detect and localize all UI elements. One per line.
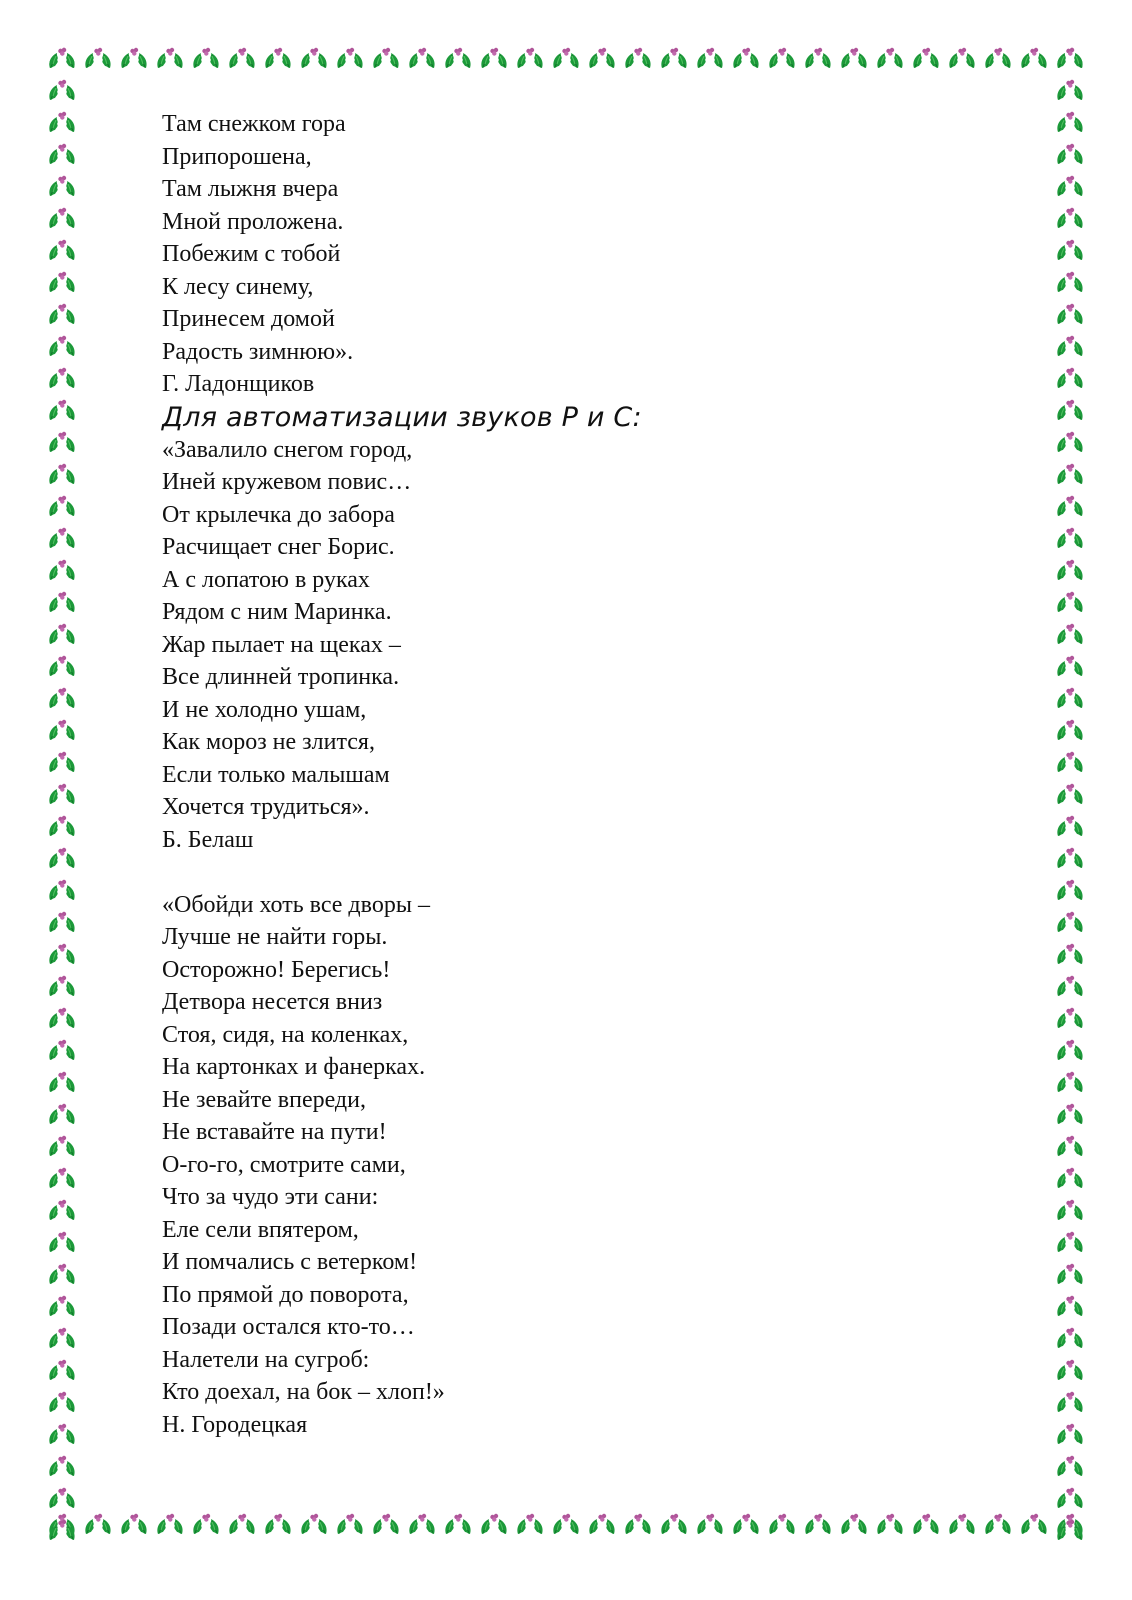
poem-ladonshchikov (162, 108, 1022, 401)
poem-line: Не зевайте впереди, (162, 1086, 366, 1113)
poem-line: Стоя, сидя, на коленках, (162, 1021, 409, 1048)
poem-line: Кто доехал, на бок – хлоп!» (162, 1379, 445, 1405)
poem-line: И помчались с ветерком! (162, 1249, 418, 1275)
poem-line: По прямой до поворота, (162, 1281, 409, 1308)
poem-author: Н. Городецкая (162, 1411, 308, 1438)
holly-border-bottom (44, 1510, 1088, 1546)
poem-line: Побежим с тобой (162, 241, 341, 267)
poem-author: Г. Ладонщиков (162, 371, 315, 397)
poem-line: Припорошена, (162, 143, 312, 170)
poem-line: Что за чудо эти сани: (162, 1184, 379, 1210)
poem-line: Там лыжня вчера (162, 176, 339, 202)
poem-line: Принесем домой (162, 306, 335, 332)
poem-line: От крылечка до забора (162, 501, 395, 528)
holly-icon (44, 1510, 1088, 1546)
poem-line: Не вставайте на пути! (162, 1119, 387, 1145)
holly-border-top (44, 44, 1088, 80)
poem-line: Мной проложена. (162, 208, 344, 235)
holly-icon (1052, 44, 1088, 1546)
poem-line: Рядом с ним Маринка. (162, 599, 392, 625)
poem-line: И не холодно ушам, (162, 696, 367, 723)
poem-belash (162, 434, 1022, 857)
holly-border-right (1052, 44, 1088, 1546)
poem-line: Иней кружевом повис… (162, 469, 412, 495)
poem-line: Позади остался кто-то… (162, 1314, 415, 1340)
holly-icon (44, 44, 1088, 80)
poem-line: На картонках и фанерках. (162, 1054, 426, 1080)
poem-line: А с лопатою в руках (162, 566, 370, 593)
poem-line: Детвора несется вниз (162, 989, 383, 1015)
holly-icon (44, 44, 80, 1546)
poem-line: Лучше не найти горы. (162, 924, 388, 950)
poem-text-block (162, 108, 1022, 1441)
holly-border-left (44, 44, 80, 1546)
blank-line (162, 856, 1022, 889)
poem-line: Жар пылает на щеках – (162, 631, 401, 658)
poem-line: Если только малышам (162, 761, 390, 788)
poem-line: «Завалило снегом город, (162, 436, 413, 463)
section-heading: Для автоматизации звуков Р и С: (162, 401, 642, 433)
poem-gorodetskaya (162, 889, 1022, 1442)
poem-line: Осторожно! Берегись! (162, 956, 391, 983)
poem-line: Все длинней тропинка. (162, 664, 400, 690)
poem-line: Как мороз не злится, (162, 729, 375, 755)
poem-line: Там снежком гора (162, 111, 346, 137)
poem-line: Налетели на сугроб: (162, 1346, 370, 1373)
poem-line: Радость зимнюю». (162, 338, 354, 365)
poem-line: Еле сели впятером, (162, 1216, 359, 1243)
poem-line: Хочется трудиться». (162, 794, 370, 820)
poem-line: Расчищает снег Борис. (162, 534, 395, 560)
poem-line: «Обойди хоть все дворы – (162, 891, 430, 918)
poem-line: К лесу синему, (162, 273, 314, 300)
poem-line: О-го-го, смотрите сами, (162, 1151, 406, 1178)
poem-author: Б. Белаш (162, 826, 254, 853)
